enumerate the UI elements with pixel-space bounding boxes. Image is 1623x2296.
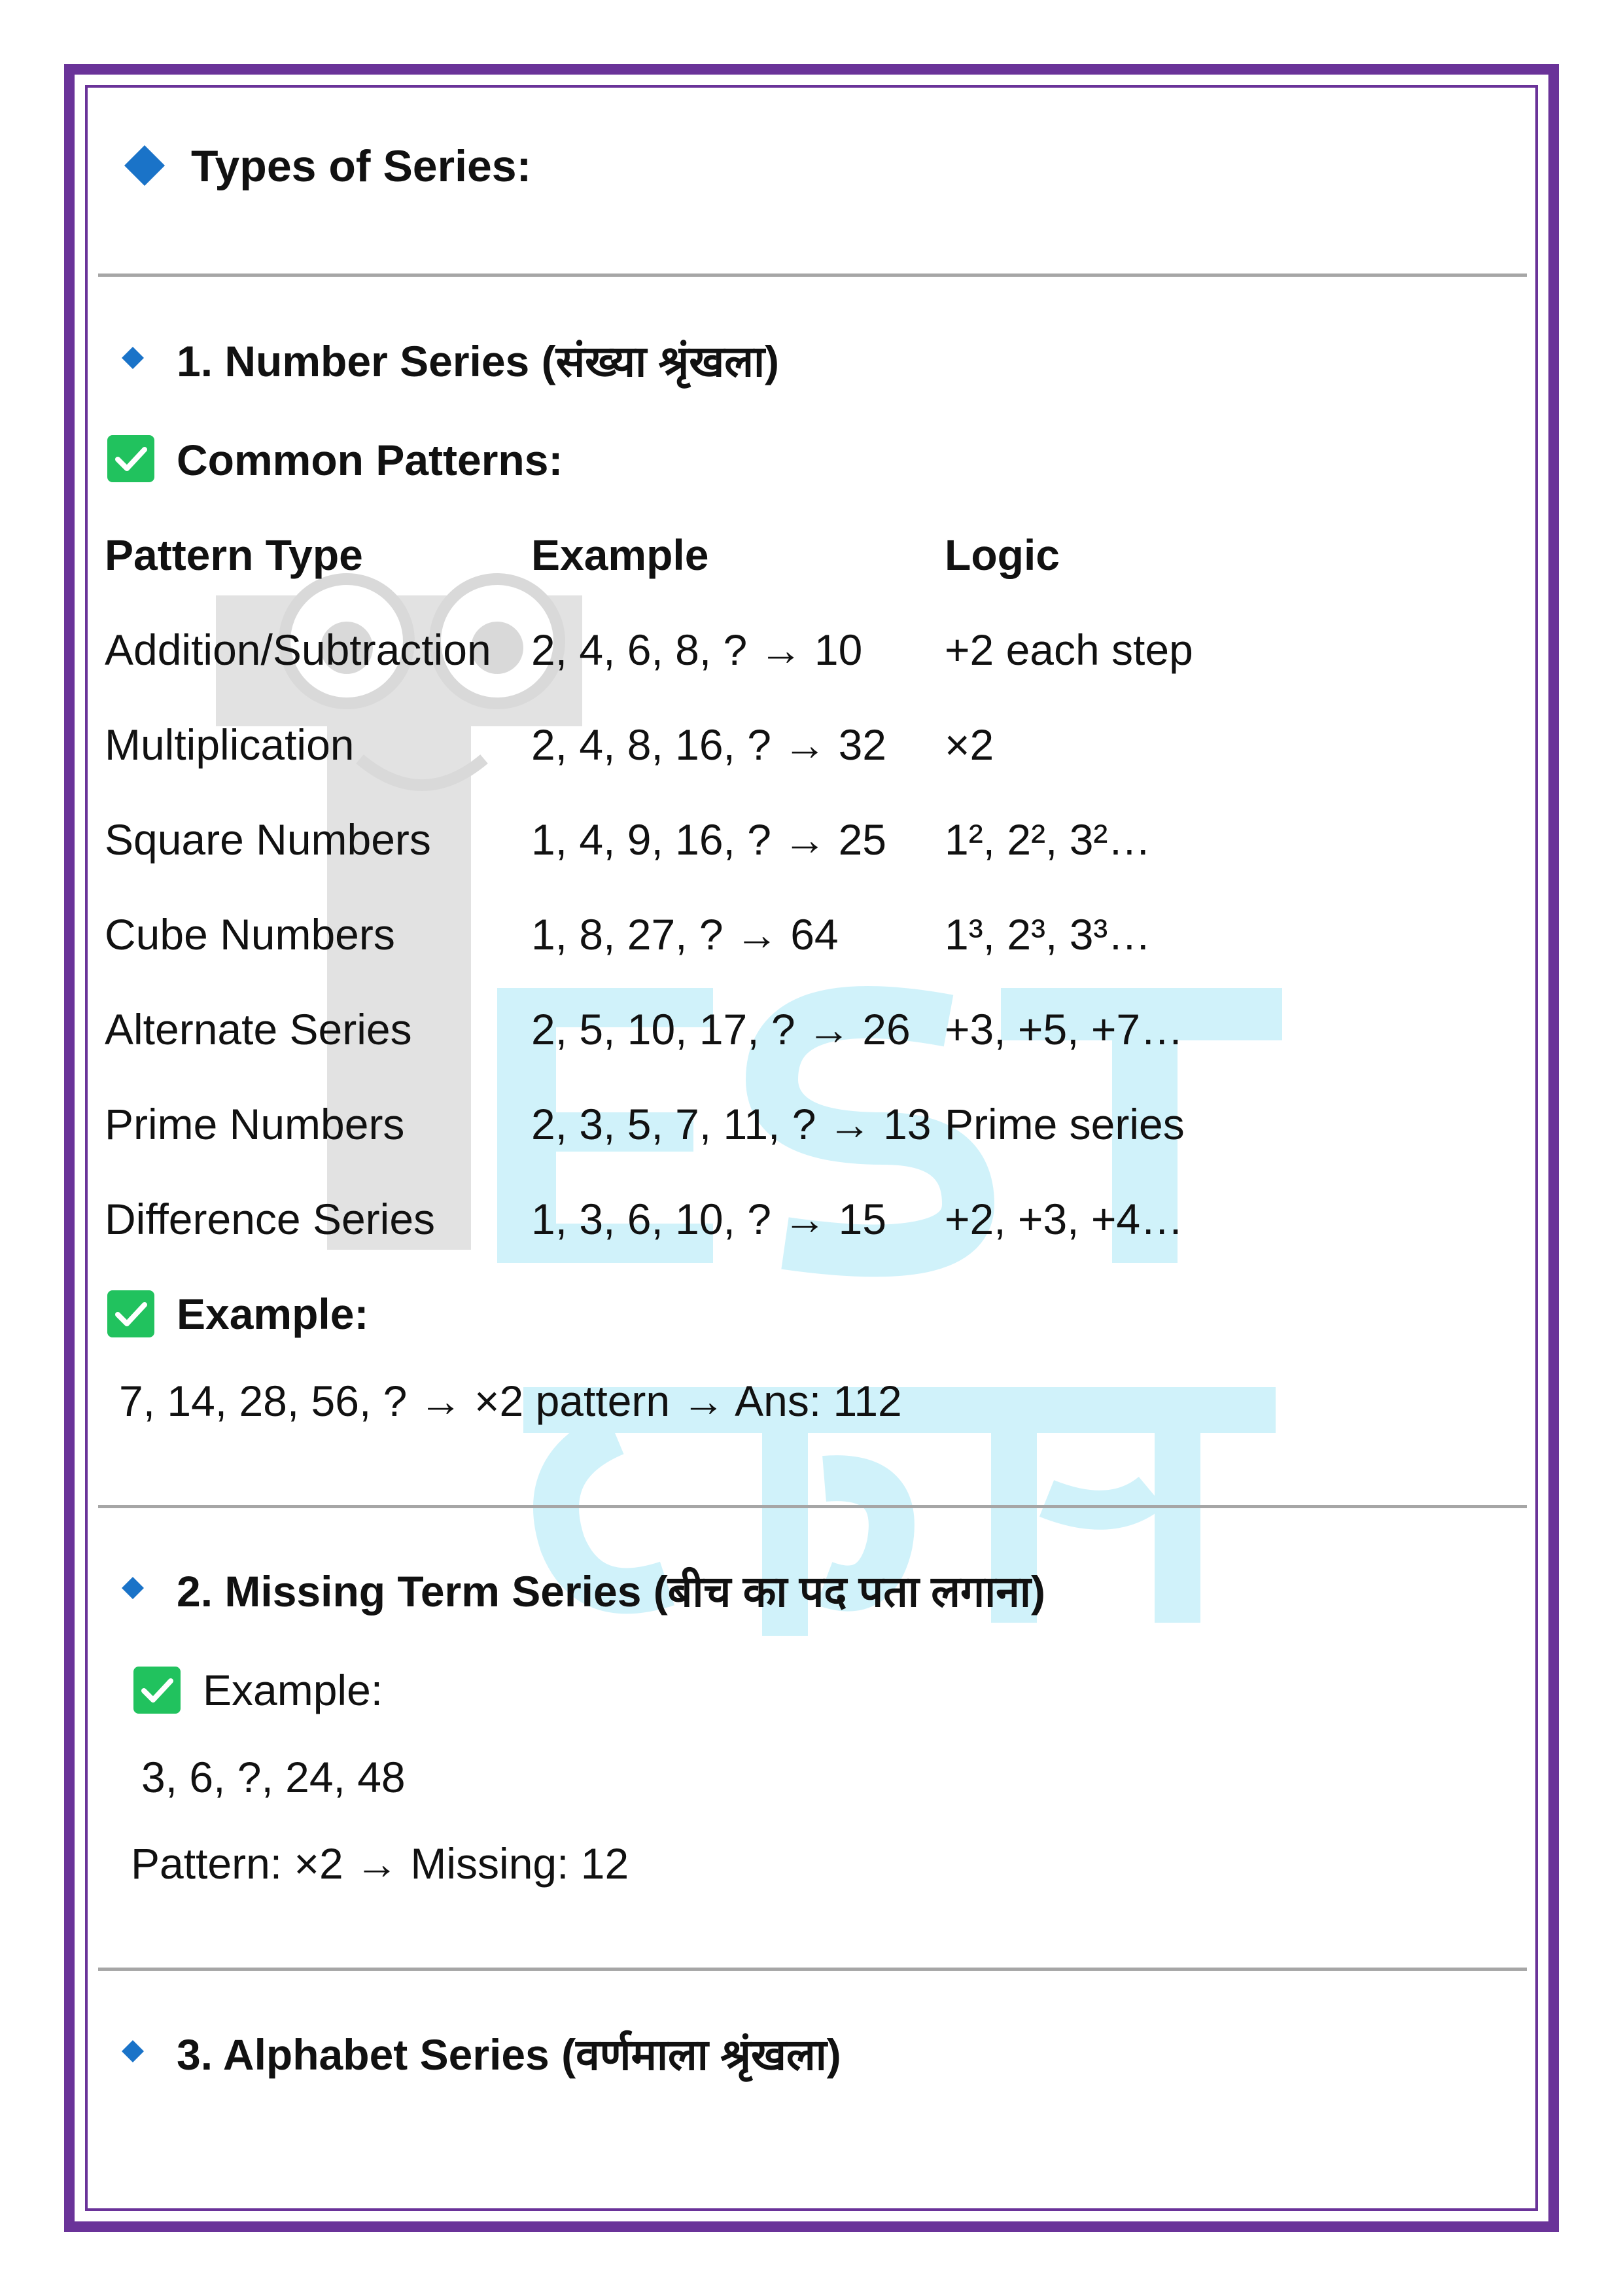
table-cell-type: Addition/Subtraction bbox=[105, 626, 491, 674]
table-cell-logic: 1², 2², 3²… bbox=[945, 815, 1151, 864]
divider bbox=[98, 1968, 1527, 1971]
table-cell-example: 1, 3, 6, 10, ? → 15 bbox=[531, 1195, 887, 1243]
table-cell-type: Prime Numbers bbox=[105, 1100, 405, 1148]
check-icon bbox=[133, 1667, 181, 1714]
divider bbox=[98, 274, 1527, 277]
page-title: Types of Series: bbox=[191, 141, 532, 191]
table-cell-type: Alternate Series bbox=[105, 1005, 412, 1053]
common-patterns-label: Common Patterns: bbox=[177, 436, 563, 484]
table-cell-logic: Prime series bbox=[945, 1100, 1185, 1148]
diamond-icon bbox=[124, 145, 165, 186]
table-cell-logic: +2, +3, +4… bbox=[945, 1195, 1184, 1243]
table-cell-type: Cube Numbers bbox=[105, 910, 395, 959]
diamond-icon bbox=[122, 1577, 144, 1599]
divider bbox=[98, 1505, 1527, 1508]
missing-term-series: 3, 6, ?, 24, 48 bbox=[141, 1753, 406, 1801]
section-heading-number-series: 1. Number Series (संख्या श्रृंखला) bbox=[177, 337, 780, 385]
example-text: 7, 14, 28, 56, ? → ×2 pattern → Ans: 112 bbox=[119, 1377, 902, 1425]
table-cell-logic: +3, +5, +7… bbox=[945, 1005, 1184, 1053]
table-cell-type: Multiplication bbox=[105, 720, 355, 769]
section-heading-missing-term: 2. Missing Term Series (बीच का पद पता लगाना) bbox=[177, 1567, 1045, 1616]
diamond-icon bbox=[122, 347, 144, 369]
table-cell-logic: +2 each step bbox=[945, 626, 1193, 674]
diamond-icon bbox=[122, 2040, 144, 2062]
table-cell-example: 1, 4, 9, 16, ? → 25 bbox=[531, 815, 887, 864]
table-cell-type: Difference Series bbox=[105, 1195, 436, 1243]
missing-term-pattern: Pattern: ×2 → Missing: 12 bbox=[131, 1839, 629, 1888]
table-cell-logic: 1³, 2³, 3³… bbox=[945, 910, 1151, 959]
table-cell-logic: ×2 bbox=[945, 720, 994, 769]
table-cell-example: 2, 4, 8, 16, ? → 32 bbox=[531, 720, 887, 769]
table-cell-example: 1, 8, 27, ? → 64 bbox=[531, 910, 839, 959]
table-cell-example: 2, 5, 10, 17, ? → 26 bbox=[531, 1005, 911, 1053]
table-cell-example: 2, 4, 6, 8, ? → 10 bbox=[531, 626, 863, 674]
table-cell-example: 2, 3, 5, 7, 11, ? → 13 bbox=[531, 1100, 932, 1148]
section-heading-alphabet-series: 3. Alphabet Series (वर्णमाला श्रृंखला) bbox=[177, 2030, 841, 2079]
check-icon bbox=[107, 1290, 154, 1337]
check-icon bbox=[107, 435, 154, 482]
table-cell-type: Square Numbers bbox=[105, 815, 431, 864]
table-header-example: Example bbox=[531, 531, 709, 579]
example-label: Example: bbox=[203, 1666, 383, 1714]
example-label: Example: bbox=[177, 1290, 369, 1338]
table-header-pattern-type: Pattern Type bbox=[105, 531, 363, 579]
table-header-logic: Logic bbox=[945, 531, 1060, 579]
